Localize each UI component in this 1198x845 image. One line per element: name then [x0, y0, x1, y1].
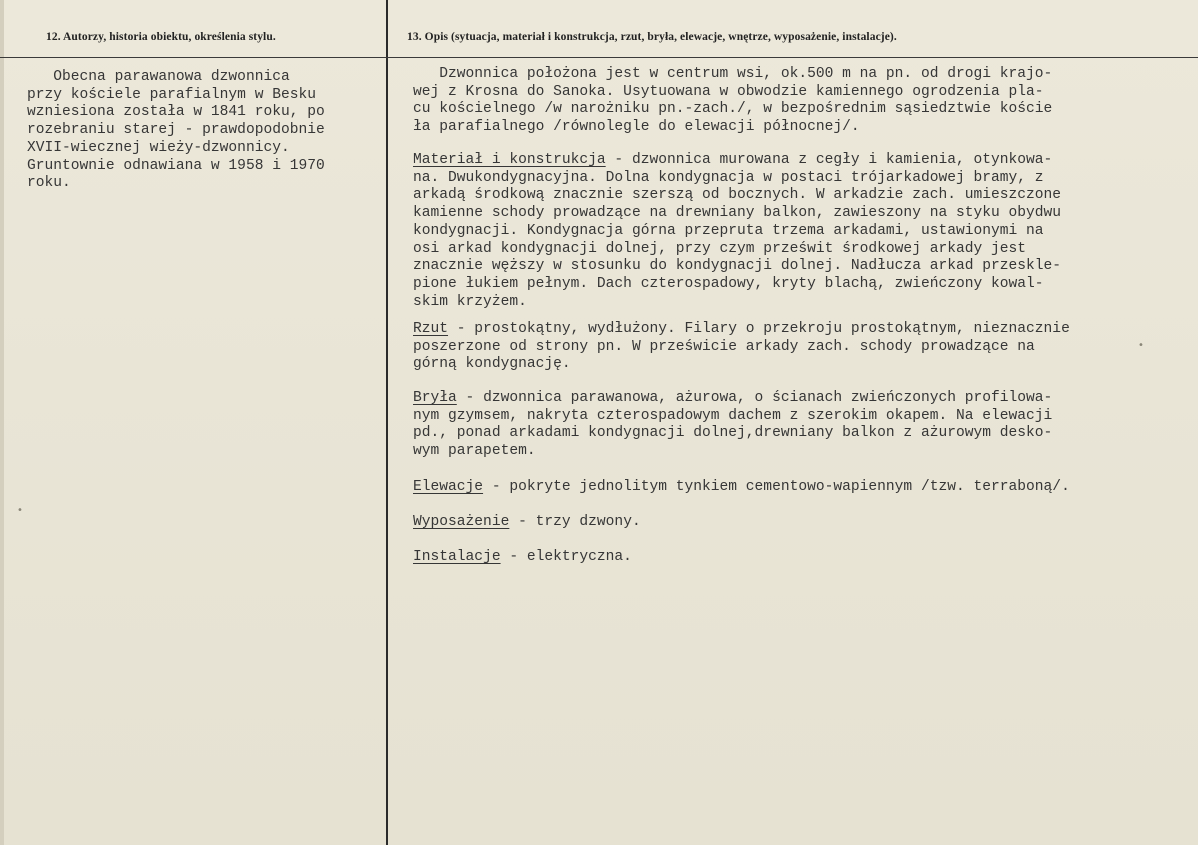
paper-speck: •: [17, 505, 23, 516]
wyposazenie-paragraph: [413, 514, 641, 532]
material-line: skim krzyżem.: [413, 293, 527, 310]
situation-line: Dzwonnica położona jest w centrum wsi, ok.500 m na pn. od drogi krajo-: [413, 66, 1053, 82]
history-line: rozebraniu starej - prawdopodobnie: [27, 122, 325, 139]
elewacje-paragraph: [413, 479, 1070, 497]
material-line: pione łukiem pełnym. Dach czterospadowy, kryty blachą, zwieńczony kowal-: [413, 275, 1044, 292]
material-line: arkadą środkową znacznie szerszą od bocznych. W arkadzie zach. umieszczone: [413, 187, 1062, 204]
situation-paragraph: [413, 66, 1052, 137]
material-first-line: - dzwonnica murowana z cegły i kamienia, otynkowa-: [605, 152, 1053, 168]
material-paragraph: [413, 152, 1061, 311]
wyposazenie-text: - trzy dzwony.: [509, 514, 641, 530]
history-line: Gruntownie odnawiana w 1958 i 1970: [27, 157, 325, 174]
paper-speck: •: [1138, 340, 1144, 351]
material-line: osi arkad kondygnacji dolnej, przy czym prześwit środkowej arkady jest: [413, 240, 1027, 257]
situation-line: ła parafialnego /równolegle do elewacji północnej/.: [413, 119, 860, 136]
bryla-paragraph: [413, 390, 1052, 461]
instalacje-text: - elektryczna.: [500, 549, 632, 565]
bryla-line: wym parapetem.: [413, 443, 536, 460]
history-line: roku.: [27, 175, 71, 192]
history-line: XVII-wiecznej wieży-dzwonnicy.: [27, 139, 290, 156]
bryla-line: pd., ponad arkadami kondygnacji dolnej,drewniany balkon z ażurowym desko-: [413, 425, 1053, 442]
rzut-line: górną kondygnację.: [413, 356, 571, 373]
material-line: kamienne schody prowadzące na drewniany balkon, zawieszony na styku obydwu: [413, 205, 1062, 222]
material-line: kondygnacji. Kondygnacja górna przepruta trzema arkadami, ustawionymi na: [413, 222, 1044, 239]
history-line: wzniesiona została w 1841 roku, po: [27, 104, 325, 121]
material-line: na. Dwukondygnacyjna. Dolna kondygnacja w postaci trójarkadowej bramy, z: [413, 169, 1044, 186]
section-13-header: 13. Opis (sytuacja, materiał i konstrukcja, rzut, bryła, elewacje, wnętrze, wyposażenie, instalacje).: [407, 31, 897, 43]
history-line: przy kościele parafialnym w Besku: [27, 86, 317, 103]
section-12-header: 12. Autorzy, historia obiektu, określenia stylu.: [46, 31, 276, 43]
situation-line: wej z Krosna do Sanoka. Usytuowana w obwodzie kamiennego ogrodzenia pla-: [413, 83, 1044, 100]
instalacje-paragraph: [413, 549, 632, 567]
situation-line: cu kościelnego /w narożniku pn.-zach./, w bezpośrednim sąsiedztwie koście: [413, 101, 1053, 118]
page-edge: [0, 0, 4, 845]
history-text: [27, 69, 325, 193]
rzut-paragraph: [413, 321, 1070, 374]
header-divider: [0, 57, 1198, 58]
rzut-line: poszerzone od strony pn. W prześwicie arkady zach. schody prowadzące na: [413, 338, 1035, 355]
material-line: znacznie węższy w stosunku do kondygnacji dolnej. Nadłucza arkad przeskle-: [413, 258, 1062, 275]
elewacje-heading: Elewacje: [413, 479, 484, 495]
bryla-line: nym gzymsem, nakryta czterospadowym dachem z szerokim okapem. Na elewacji: [413, 407, 1053, 424]
wyposazenie-heading: Wyposażenie: [413, 514, 510, 530]
history-line: Obecna parawanowa dzwonnica: [27, 69, 290, 85]
bryla-heading: Bryła: [413, 390, 457, 406]
material-heading: Materiał i konstrukcja: [413, 152, 606, 168]
rzut-first-line: - prostokątny, wydłużony. Filary o przekroju prostokątnym, nieznacznie: [448, 321, 1070, 337]
bryla-first-line: - dzwonnica parawanowa, ażurowa, o ścianach zwieńczonych profilowa-: [456, 390, 1053, 406]
instalacje-heading: Instalacje: [413, 549, 501, 565]
rzut-heading: Rzut: [413, 321, 449, 337]
column-divider: [386, 0, 388, 845]
elewacje-text: - pokryte jednolitym tynkiem cementowo-wapiennym /tzw. terraboną/.: [483, 479, 1070, 495]
